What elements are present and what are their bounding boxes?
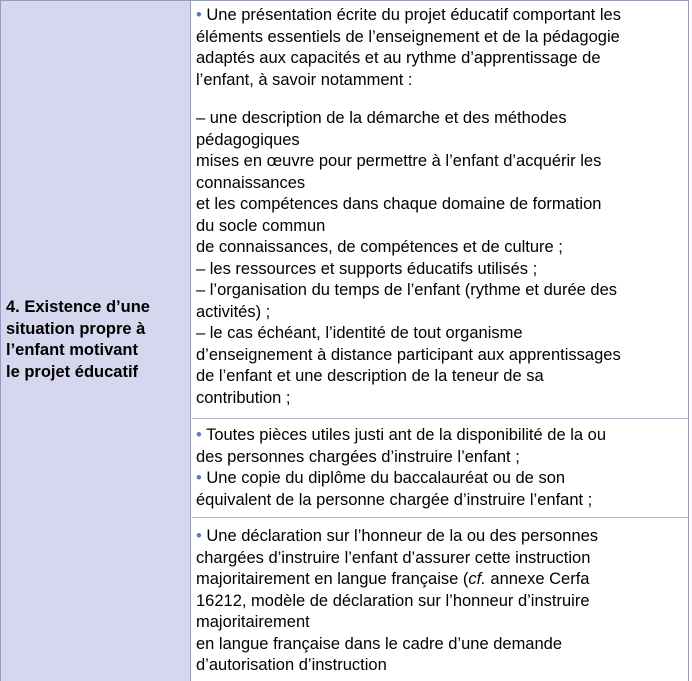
project-details-list: [196, 108, 692, 409]
paragraph-text: Toutes pièces utiles justi ant de la disponibilité de la ou: [206, 426, 606, 444]
paragraph-line: activités) ;: [196, 302, 271, 321]
paragraph-line: éléments essentiels de l’enseignement et de la pédagogie: [196, 27, 620, 46]
paragraph-line: mises en œuvre pour permettre à l’enfant d’acquérir les: [196, 152, 602, 170]
paragraph-line: – le cas échéant, l’identité de tout organisme: [196, 324, 523, 342]
paragraph-text: Une présentation écrite du projet éducatif comportant les: [206, 6, 621, 24]
paragraph-line: en langue française dans le cadre d’une demande: [196, 634, 563, 653]
paragraph-line: équivalent de la personne chargée d’instruire l’enfant ;: [196, 490, 593, 509]
italic-reference: cf.: [468, 570, 486, 588]
diploma-copy-item: [196, 468, 692, 511]
paragraph-line: connaissances: [196, 173, 306, 192]
bullet-icon: •: [196, 527, 202, 545]
paragraph-text: majoritairement en langue française (: [196, 570, 469, 588]
paragraph-line: des personnes chargées d’instruire l’enfant ;: [196, 447, 520, 466]
paragraph-line: contribution ;: [196, 388, 291, 407]
paragraph-line: – l’organisation du temps de l’enfant (rythme et durée des: [196, 281, 617, 299]
criterion-cell: [1, 1, 191, 681]
row-divider: [192, 418, 688, 419]
bullet-icon: •: [196, 426, 202, 444]
paragraph-line: l’enfant, à savoir notamment :: [196, 70, 413, 89]
availability-documents-item: [196, 425, 692, 468]
paragraph-line: majoritairement: [196, 613, 310, 631]
paragraph-line: [196, 5, 692, 27]
criterion-label-line: situation propre à: [6, 319, 146, 338]
paragraph-text: Une déclaration sur l’honneur de la ou des personnes: [206, 527, 599, 545]
paragraph-line: 16212, modèle de déclaration sur l’honneur d’instruire: [196, 591, 590, 610]
paragraph-line: [196, 526, 692, 548]
educational-project-item: [196, 5, 692, 91]
paragraph-line: d’autorisation d’instruction: [196, 656, 387, 674]
paragraph-line: d’enseignement à distance participant aux apprentissages: [196, 345, 621, 364]
paragraph-line: [196, 569, 692, 591]
paragraph-line: pédagogiques: [196, 130, 300, 149]
paragraph-line: – une description de la démarche et des méthodes: [196, 109, 567, 127]
paragraph-line: [196, 468, 692, 490]
paragraph-line: de l’enfant et une description de la teneur de sa: [196, 367, 544, 385]
paragraph-text: annexe Cerfa: [485, 570, 590, 588]
criterion-label: [6, 297, 186, 383]
honour-declaration-item: [196, 526, 692, 677]
paragraph-text: Une copie du diplôme du baccalauréat ou de son: [206, 469, 566, 487]
criterion-label-line: l’enfant motivant: [6, 341, 139, 359]
paragraph-line: du socle commun: [196, 216, 326, 235]
paragraph-line: et les compétences dans chaque domaine de formation: [196, 195, 602, 213]
criterion-label-line: 4. Existence d’une: [6, 298, 150, 316]
paragraph-line: chargées d’instruire l’enfant d’assurer cette instruction: [196, 548, 591, 567]
paragraph-line: adaptés aux capacités et au rythme d’apprentissage de: [196, 49, 601, 67]
bullet-icon: •: [196, 6, 202, 24]
bullet-icon: •: [196, 469, 202, 487]
paragraph-line: de connaissances, de compétences et de culture ;: [196, 238, 563, 256]
row-divider: [192, 517, 688, 518]
documents-cell: [192, 1, 688, 681]
paragraph-line: – les ressources et supports éducatifs utilisés ;: [196, 259, 538, 278]
paragraph-line: [196, 425, 692, 447]
criterion-label-line: le projet éducatif: [6, 362, 139, 381]
